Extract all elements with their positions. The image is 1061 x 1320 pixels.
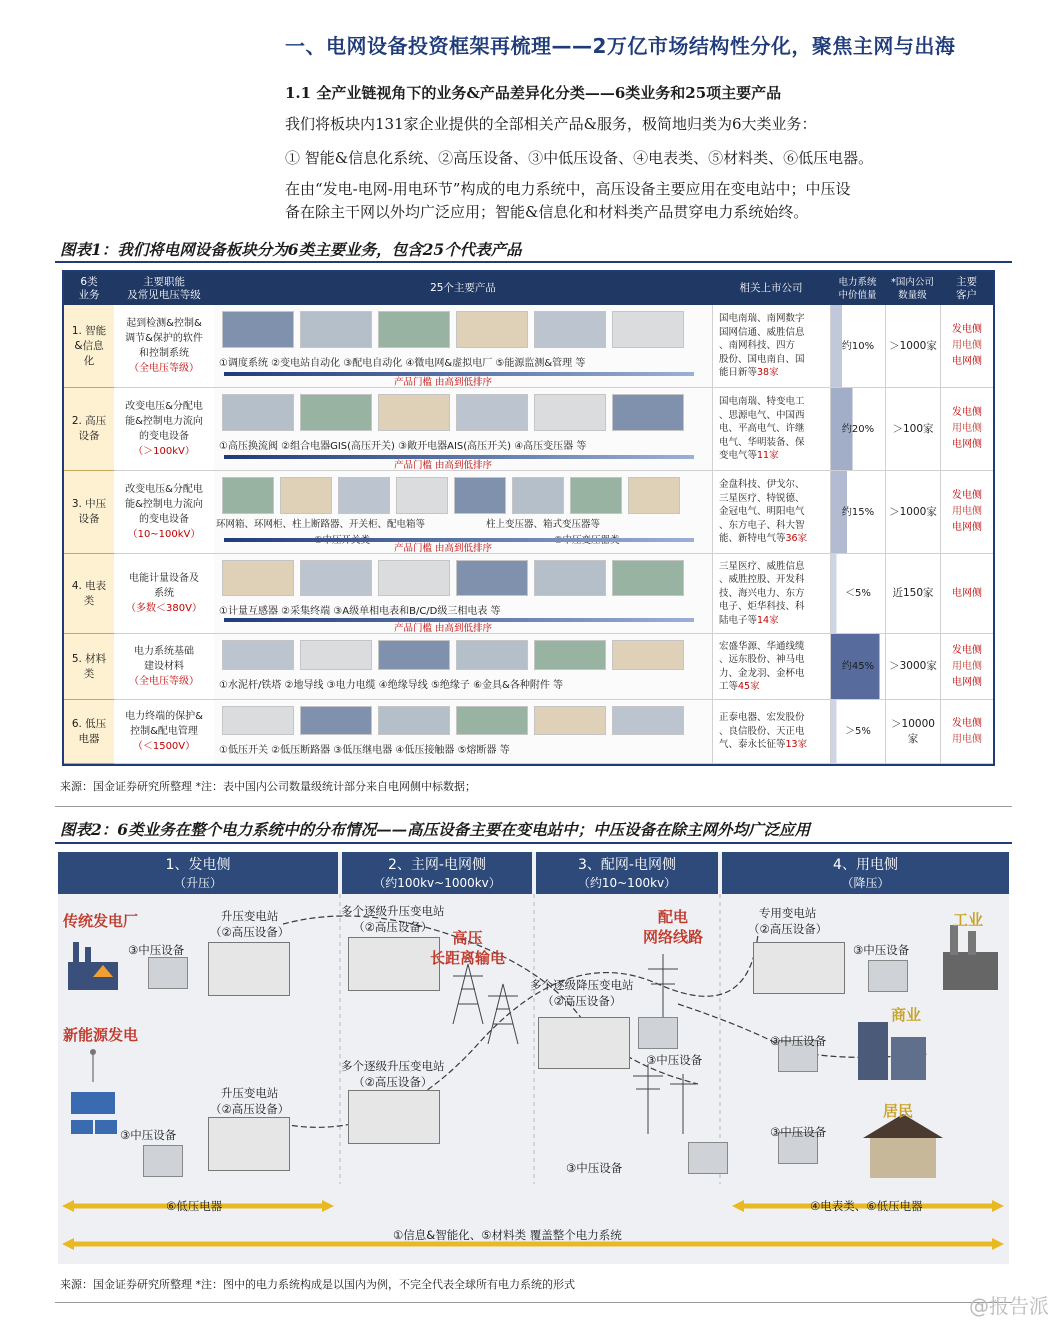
cabinet-icon <box>143 1145 183 1177</box>
header-value: 电力系统 中价值量 <box>830 272 885 305</box>
row-companies-text: 正泰电器、宏发股份 、良信股份、天正电 气、泰永长征等13家 <box>719 712 808 751</box>
label-hv-transmission: 高压 长距离输电 <box>430 929 506 967</box>
row-companies <box>712 388 830 471</box>
row-company-count: ＞3000家 <box>885 634 940 700</box>
substation-icon <box>348 1090 440 1144</box>
product-image <box>378 560 450 596</box>
customer-tag: 电网侧 <box>952 439 982 450</box>
substation-icon <box>753 942 845 994</box>
row-customers <box>940 388 993 471</box>
row-company-count: ＞1000家 <box>885 305 940 388</box>
row-function-text: 起到检测&控制& 调节&保护的软件 和控制系统 <box>125 318 203 359</box>
row-company-count: 近150家 <box>885 554 940 634</box>
label-dedicated-substation: 专用变电站 （②高压设备） <box>748 906 828 936</box>
row-customers <box>940 305 993 388</box>
threshold-label: 产品门槛 由高到低排序 <box>394 460 493 471</box>
label-lv-right: ④电表类、⑥低压电器 <box>810 1199 923 1213</box>
row-companies <box>712 634 830 700</box>
label-commerce: 商业 <box>891 1006 922 1024</box>
label-mv-7: ③中压设备 <box>770 1125 827 1139</box>
product-image <box>534 394 606 431</box>
row-product-list-a: 环网箱、环网柜、柱上断路器、开关柜、配电箱等 <box>216 519 426 531</box>
row-company-count: ＞100家 <box>885 388 940 471</box>
band-consumption-name: 4、用电侧 <box>833 857 898 873</box>
row-function-text: 电能计量设备及 系统 <box>129 573 199 599</box>
threshold-label: 产品门槛 由高到低排序 <box>394 377 493 388</box>
product-image <box>222 640 294 670</box>
row-product-list: ①低压开关 ②低压断路器 ③低压继电器 ④低压接触器 ⑤熔断器 等 <box>219 744 510 756</box>
paragraph-3b: 备在除主干网以外均广泛应用；智能&信息化和材料类产品贯穿电力系统始终。 <box>285 203 809 221</box>
row-product-list: ①调度系统 ②变电站自动化 ③配电自动化 ④微电网&虚拟电厂 ⑤能源监测&管理 等 <box>219 358 586 370</box>
row-companies-count: 38家 <box>757 367 779 379</box>
product-image <box>534 311 606 348</box>
row-voltage: （全电压等级） <box>129 676 199 687</box>
product-image <box>222 477 274 514</box>
page-title: 一、电网设备投资框架再梳理——2万亿市场结构性分化，聚焦主网与出海 <box>285 34 956 58</box>
figure1-top-rule <box>55 261 1012 263</box>
band-main-grid-sub: （约100kv~1000kv） <box>373 876 501 890</box>
row-company-count: ＞10000家 <box>885 700 940 764</box>
row-companies-text: 国电南瑞、南网数字 国网信通、威胜信息 、南网科技、四方 股份、国电南自、国 能日新等38家 <box>719 313 805 379</box>
paragraph-3a: 在由“发电-电网-用电环节”构成的电力系统中，高压设备主要应用在变电站中；中压设 <box>285 180 851 198</box>
product-image <box>456 394 528 431</box>
renewable-icon <box>63 1042 123 1142</box>
band-distribution <box>536 852 718 894</box>
band-main-grid <box>342 852 532 894</box>
row-function <box>114 471 214 554</box>
label-mv-4: ③中压设备 <box>566 1161 623 1175</box>
row-companies <box>712 305 830 388</box>
product-image <box>612 560 684 596</box>
row-function <box>114 305 214 388</box>
label-industry: 工业 <box>953 911 984 929</box>
product-image <box>378 311 450 348</box>
customer-tag: 发电侧 <box>952 407 982 418</box>
band-main-grid-name: 2、主网-电网侧 <box>388 857 486 873</box>
customer-tag: 电网侧 <box>952 676 982 688</box>
row-function <box>114 634 214 700</box>
row-value-share: 约20% <box>830 388 885 471</box>
row-product-list: ①水泥杆/铁塔 ②地导线 ③电力电缆 ④绝缘导线 ⑤绝缘子 ⑥金具&各种附件 等 <box>219 679 564 691</box>
label-mv-2: ③中压设备 <box>120 1128 177 1142</box>
row-customers <box>940 554 993 634</box>
label-multi-step-down: 多个逐级降压变电站 （②高压设备） <box>530 978 634 1008</box>
product-image <box>300 560 372 596</box>
customer-tag: 电网侧 <box>952 522 982 533</box>
paragraph-2: ① 智能&信息化系统、②高压设备、③中低压设备、④电表类、⑤材料类、⑥低压电器。 <box>285 149 874 167</box>
substation-icon <box>348 937 440 991</box>
customer-tag: 发电侧 <box>952 644 982 656</box>
header-function: 主要职能 及常见电压等级 <box>114 272 214 305</box>
product-image <box>512 477 564 514</box>
label-mv-6: ③中压设备 <box>770 1034 827 1048</box>
row-companies-count: 45家 <box>738 681 760 692</box>
label-traditional-plant: 传统发电厂 <box>63 912 139 930</box>
figure2-title: 图表2：6类业务在整个电力系统中的分布情况——高压设备主要在变电站中；中压设备在除主网外均广泛应用 <box>60 820 811 839</box>
row-companies-count: 36家 <box>785 533 808 545</box>
row-function <box>114 554 214 634</box>
product-image <box>222 706 294 735</box>
row-product-list: ①高压换流阀 ②组合电器GIS(高压开关) ③敞开电器AIS(高压开关) ④高压变压器 等 <box>219 441 587 453</box>
header-customer: 主要 客户 <box>940 272 993 305</box>
figure2-top-rule <box>55 842 1012 844</box>
product-image <box>534 706 606 735</box>
cabinet-icon <box>868 960 908 992</box>
product-image <box>628 477 680 514</box>
customer-tag: 发电侧 <box>952 490 982 501</box>
customer-tag: 发电侧 <box>952 324 982 335</box>
row-category: 4. 电表 类 <box>64 554 114 634</box>
label-mv-3: ③中压设备 <box>646 1053 703 1067</box>
paragraph-1: 我们将板块内131家企业提供的全部相关产品&服务，极简地归类为6大类业务： <box>285 115 817 133</box>
product-image <box>612 311 684 348</box>
customer-tag: 用电侧 <box>952 660 982 672</box>
product-image <box>338 477 390 514</box>
customer-tag: 电网侧 <box>952 356 982 367</box>
product-image <box>396 477 448 514</box>
product-image <box>378 706 450 735</box>
header-count: *国内公司 数量级 <box>885 272 940 305</box>
row-companies-count: 11家 <box>757 450 779 462</box>
label-multi-step-up-1: 多个逐级升压变电站 （②高压设备） <box>341 904 445 934</box>
row-voltage: （10~100kV） <box>127 529 201 540</box>
row-category: 5. 材料 类 <box>64 634 114 700</box>
watermark: @报告派 <box>969 1294 1049 1318</box>
row-companies-count: 14家 <box>757 614 779 626</box>
substation-icon <box>208 942 290 996</box>
section-heading: 1.1 全产业链视角下的业务&产品差异化分类——6类业务和25项主要产品 <box>285 84 782 102</box>
substation-icon <box>208 1117 290 1171</box>
product-image <box>456 640 528 670</box>
row-value-share: 约10% <box>830 305 885 388</box>
row-value-share: 约15% <box>830 471 885 554</box>
figure1-bottom-rule <box>55 806 1012 807</box>
header-category: 6类 业务 <box>64 272 114 305</box>
figure1-title: 图表1：我们将电网设备板块分为6类主要业务，包含25个代表产品 <box>60 240 522 259</box>
row-function-text: 电力系统基础 建设材料 <box>134 646 194 672</box>
threshold-label: 产品门槛 由高到低排序 <box>394 623 493 634</box>
row-customers <box>940 700 993 764</box>
business-table <box>62 270 995 766</box>
row-customers <box>940 471 993 554</box>
row-function <box>114 388 214 471</box>
row-category: 3. 中压 设备 <box>64 471 114 554</box>
label-residential: 居民 <box>883 1102 914 1120</box>
figure1-source: 来源：国金证券研究所整理 *注：表中国内公司数量级统计部分来自电网侧中标数据； <box>60 780 476 793</box>
cabinet-icon <box>688 1142 728 1174</box>
customer-tag: 用电侧 <box>952 423 982 434</box>
label-mv-5: ③中压设备 <box>853 943 910 957</box>
customer-tag: 用电侧 <box>952 340 982 351</box>
row-category: 2. 高压 设备 <box>64 388 114 471</box>
row-voltage: （＞100kV） <box>133 446 195 457</box>
band-distribution-sub: （约10~100kv） <box>577 876 677 890</box>
label-mv-1: ③中压设备 <box>128 943 185 957</box>
row-customers <box>940 634 993 700</box>
product-image <box>222 311 294 348</box>
customer-tag: 用电侧 <box>952 733 982 745</box>
label-step-up-1: 升压变电站 （②高压设备） <box>210 909 290 939</box>
customer-tag: 发电侧 <box>952 717 982 729</box>
product-image <box>534 560 606 596</box>
product-image <box>612 394 684 431</box>
customer-tag: 电网侧 <box>952 587 982 599</box>
row-product-list-b: 柱上变压器、箱式变压器等 <box>486 519 601 531</box>
row-company-count: ＞1000家 <box>885 471 940 554</box>
product-image <box>456 560 528 596</box>
row-category: 6. 低压 电器 <box>64 700 114 764</box>
label-distribution-line: 配电 网络线路 <box>643 908 704 946</box>
band-generation-sub: （升压） <box>173 876 222 890</box>
product-image <box>612 640 684 670</box>
product-image <box>612 706 684 735</box>
label-multi-step-up-2: 多个逐级升压变电站 （②高压设备） <box>341 1059 445 1089</box>
label-step-up-2: 升压变电站 （②高压设备） <box>210 1086 290 1116</box>
row-companies-count: 13家 <box>785 739 808 751</box>
product-image <box>378 394 450 431</box>
row-product-list: ①计量互感器 ②采集终端 ③A级单相电表和B/C/D级三相电表 等 <box>219 606 501 617</box>
band-generation <box>58 852 338 894</box>
product-image <box>534 640 606 670</box>
row-voltage: （＜1500V） <box>132 741 196 752</box>
header-products: 25个主要产品 <box>214 272 712 305</box>
row-companies <box>712 700 830 764</box>
power-system-diagram <box>58 852 1009 1264</box>
row-companies-text: 宏盛华源、华通线缆 、远东股份、神马电 力、金龙羽、金杯电 工等45家 <box>719 640 805 692</box>
row-function-text: 改变电压&分配电 能&控制电力流向 的变电设备 <box>125 484 203 525</box>
product-image <box>300 706 372 735</box>
threshold-label: 产品门槛 由高到低排序 <box>394 543 493 554</box>
product-image <box>456 706 528 735</box>
row-companies-text: 国电南瑞、特变电工 、思源电气、中国西 电、平高电气、许继 电气、华明装备、保 变电气等11家 <box>719 396 805 462</box>
product-image <box>570 477 622 514</box>
product-image <box>300 394 372 431</box>
power-plant-icon <box>63 937 123 992</box>
product-image <box>378 640 450 670</box>
label-renewable: 新能源发电 <box>63 1026 139 1044</box>
row-value-share: ＜5% <box>830 554 885 634</box>
row-category: 1. 智能 &信息 化 <box>64 305 114 388</box>
row-companies-text: 金盘科技、伊戈尔、 三星医疗、特锐德、 金冠电气、明阳电气 、东方电子、科大智 能、新特电气等36家 <box>719 479 808 545</box>
product-image <box>280 477 332 514</box>
cabinet-icon <box>148 957 188 989</box>
product-image <box>454 477 506 514</box>
product-image <box>300 311 372 348</box>
row-companies <box>712 471 830 554</box>
figure2-source: 来源：国金证券研究所整理 *注：图中的电力系统构成是以国内为例，不完全代表全球所有电力系统的形式 <box>60 1278 575 1291</box>
row-companies <box>712 554 830 634</box>
header-companies: 相关上市公司 <box>712 272 830 305</box>
band-consumption-sub: （降压） <box>841 876 890 890</box>
row-voltage: （全电压等级） <box>129 363 199 374</box>
band-distribution-name: 3、配网-电网侧 <box>578 857 676 873</box>
substation-icon <box>538 1017 630 1069</box>
label-whole-system: ①信息&智能化、⑤材料类 覆盖整个电力系统 <box>393 1228 622 1242</box>
row-value-share: 约45% <box>830 634 885 700</box>
row-value-share: ＞5% <box>830 700 885 764</box>
product-image <box>300 640 372 670</box>
product-image <box>456 311 528 348</box>
label-lv-left: ⑥低压电器 <box>166 1199 223 1213</box>
product-image <box>222 394 294 431</box>
customer-tag: 用电侧 <box>952 506 982 517</box>
product-image <box>222 560 294 596</box>
row-voltage: （多数＜380V） <box>126 603 202 614</box>
band-generation-name: 1、发电侧 <box>165 857 231 873</box>
row-function-text: 改变电压&分配电 能&控制电力流向 的变电设备 <box>125 401 203 442</box>
cabinet-icon <box>638 1017 678 1049</box>
row-function-text: 电力终端的保护& 控制&配电管理 <box>125 711 203 737</box>
row-function <box>114 700 214 764</box>
figure2-bottom-rule <box>55 1302 1012 1303</box>
band-consumption <box>722 852 1009 894</box>
row-companies-text: 三星医疗、威胜信息 、威胜控股、开发科 技、海兴电力、东方 电子、炬华科技、科 陆电子等14家 <box>719 560 805 626</box>
